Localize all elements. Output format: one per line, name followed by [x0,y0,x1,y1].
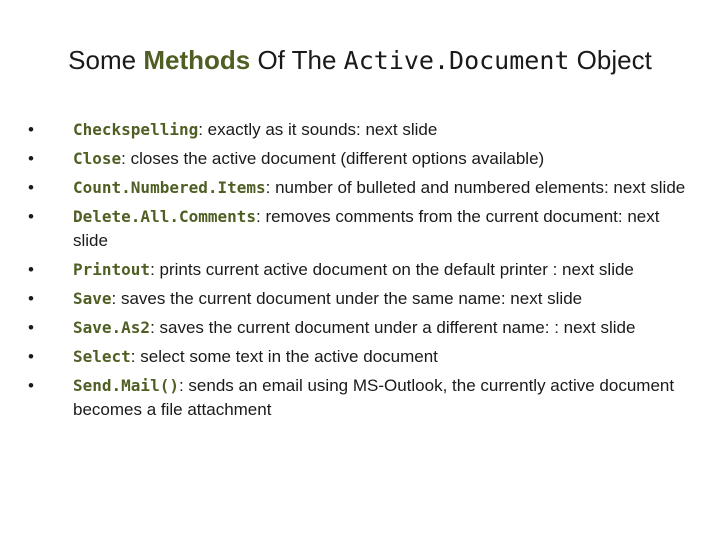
title-keyword: Methods [143,45,251,75]
method-description: : exactly as it sounds: next slide [198,120,438,139]
method-name: Send.Mail() [73,376,179,395]
title-part-3: Object [569,45,652,75]
method-description: : removes comments from the current document: next slide [73,207,660,250]
list-item [28,316,688,340]
bullet-icon: • [28,318,34,337]
list-item [28,176,688,200]
slide-title [0,42,720,79]
method-name: Checkspelling [73,120,199,139]
method-name: Printout [73,260,151,279]
list-item [28,118,688,142]
method-name: Save [73,289,112,308]
bullet-icon: • [28,289,34,308]
method-name: Delete.All.Comments [73,207,257,226]
list-item [28,374,688,422]
method-name: Select [73,347,131,366]
methods-list [28,118,688,427]
list-item [28,147,688,171]
method-description: : number of bulleted and numbered elements: next slide [265,178,686,197]
list-item [28,258,688,282]
title-part-2: Of The [250,45,344,75]
list-item [28,287,688,311]
method-description: : saves the current document under a different name: : next slide [150,318,636,337]
list-item [28,205,688,253]
bullet-icon: • [28,178,34,197]
bullet-icon: • [28,376,34,395]
method-description: : select some text in the active document [130,347,438,366]
title-object-name: Active.Document [343,46,570,75]
method-description: : sends an email using MS-Outlook, the currently active document becomes a file attachment [73,376,675,419]
method-description: : saves the current document under the same name: next slide [111,289,583,308]
bullet-icon: • [28,149,34,168]
bullet-icon: • [28,120,34,139]
bullet-icon: • [28,347,34,366]
title-part-1: Some [68,45,144,75]
method-name: Count.Numbered.Items [73,178,266,197]
bullet-icon: • [28,260,34,279]
method-name: Save.As2 [73,318,151,337]
method-description: : closes the active document (different options available) [121,149,545,168]
list-item [28,345,688,369]
bullet-icon: • [28,207,34,226]
method-description: : prints current active document on the default printer : next slide [150,260,634,279]
method-name: Close [73,149,122,168]
